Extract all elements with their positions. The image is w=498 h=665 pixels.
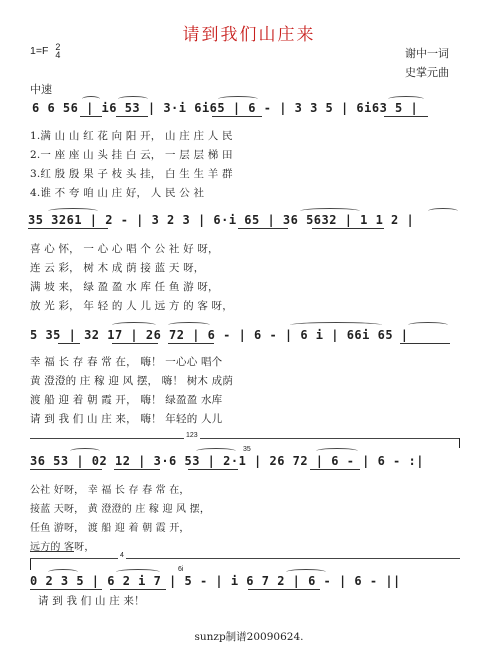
- slur: [218, 96, 258, 102]
- slur: [300, 208, 360, 214]
- slur: [82, 96, 100, 102]
- grace-notes: 35: [243, 446, 251, 453]
- lyric-line: 3.红 殷 殷 果 子 枝 头 挂， 白 生 生 羊 群: [30, 168, 233, 180]
- lyric-line: 喜 心 怀， 一 心 心 唱 个 公 社 好 呀，: [30, 243, 219, 255]
- beam-underline: [188, 469, 238, 470]
- beam-underline: [30, 469, 102, 470]
- volta-number: 123: [186, 432, 198, 439]
- volta-start: [30, 558, 31, 570]
- slur: [428, 208, 458, 214]
- volta-bracket: [30, 558, 460, 559]
- lyric-line: 2.一 座 座 山 头 挂 白 云， 一 层 层 梯 田: [30, 149, 233, 161]
- notation-line-4: 36 53 | 02 12 | 3·6 53 | 2·1 | 26 72 | 6 - | 6 - :|: [30, 454, 424, 468]
- slur: [112, 322, 156, 328]
- tempo-marking: 中速: [30, 83, 52, 96]
- beam-underline: [80, 116, 102, 117]
- composer-credit: 史掌元曲: [405, 66, 449, 79]
- slur: [48, 569, 78, 575]
- slur: [316, 448, 358, 454]
- lyric-line: 渡 船 迎 着 朝 霞 开， 嗨！ 绿盈盈 水库: [30, 394, 223, 406]
- lyric-line: 任鱼 游呀， 渡 船 迎 着 朝 霞 开，: [30, 523, 190, 534]
- lyric-line: 请 到 我 们 山 庄 来！: [38, 595, 145, 607]
- volta-bracket: [30, 438, 460, 439]
- beam-underline: [248, 589, 320, 590]
- beam-underline: [212, 116, 262, 117]
- beam-underline: [110, 589, 166, 590]
- notation-line-1: 6 6 56 | i6 53 | 3·i 6i65 | 6 - | 3 3 5 | 6i63 5 |: [32, 101, 419, 115]
- volta-end: [459, 438, 460, 448]
- slur: [290, 322, 382, 328]
- lyric-line: 满 坡 来， 绿 盈 盈 水 库 任 鱼 游 呀，: [30, 281, 219, 293]
- volta-number: 4: [120, 552, 124, 559]
- lyric-line: 接蓝 天呀， 黄 澄澄的 庄 稼 迎 风 摆，: [30, 504, 211, 515]
- lyric-line: 请 到 我 们 山 庄 来， 嗨！ 年轻的 人儿: [30, 413, 223, 425]
- beam-underline: [28, 228, 108, 229]
- lyric-line: 连 云 彩， 树 木 成 荫 接 蓝 天 呀，: [30, 262, 205, 274]
- beam-underline: [238, 228, 288, 229]
- slur: [118, 96, 148, 102]
- song-title: 请到我们山庄来: [182, 25, 316, 45]
- slur: [286, 569, 326, 575]
- beam-underline: [400, 343, 450, 344]
- slur: [408, 322, 448, 328]
- slur: [388, 96, 424, 102]
- notation-line-5: 0 2 3 5 | 6 2 i 7 | 5 - | i 6 7 2 | 6 - | 6 - ||: [30, 574, 401, 588]
- lyric-line: 4.谁 不 夸 咱 山 庄 好， 人 民 公 社: [30, 187, 205, 199]
- time-signature: [55, 43, 60, 59]
- beam-underline: [114, 469, 160, 470]
- lyric-line: 1.满 山 山 红 花 向 阳 开， 山 庄 庄 人 民: [30, 130, 233, 142]
- slur: [48, 208, 98, 214]
- footer-credit: sunzp制谱20090624.: [194, 631, 304, 643]
- beam-underline: [312, 228, 384, 229]
- lyric-line: 远方的 客呀，: [30, 542, 95, 553]
- lyricist-credit: 谢中一词: [405, 47, 449, 60]
- beam-underline: [30, 589, 102, 590]
- lyric-line: 公社 好呀， 幸 福 长 存 春 常 在，: [30, 485, 190, 496]
- beam-underline: [168, 343, 214, 344]
- slur: [70, 448, 100, 454]
- slur: [168, 322, 210, 328]
- slur: [116, 569, 160, 575]
- beam-underline: [30, 551, 74, 552]
- lyric-line: 幸 福 长 存 春 常 在， 嗨！ 一心心 唱个: [30, 356, 223, 368]
- time-denominator: 4: [55, 50, 61, 60]
- lyric-line: 黄 澄澄的 庄 稼 迎 风 摆， 嗨！ 树木 成荫: [30, 375, 234, 387]
- notation-line-2: 35 3261 | 2 - | 3 2 3 | 6·i 65 | 36 5632 | 1 1 2 |: [28, 213, 415, 227]
- key-signature: [30, 43, 60, 59]
- grace-notes: 6i: [178, 566, 184, 573]
- notation-line-3: 5 35 | 32 17 | 26 72 | 6 - | 6 - | 6 i | 66i 65 |: [30, 328, 409, 342]
- beam-underline: [116, 116, 148, 117]
- key-label: 1=F: [30, 44, 49, 57]
- beam-underline: [58, 343, 80, 344]
- beam-underline: [310, 469, 360, 470]
- lyric-line: 放 光 彩， 年 轻 的 人 儿 远 方 的 客 呀，: [30, 300, 233, 312]
- beam-underline: [112, 343, 158, 344]
- beam-underline: [384, 116, 428, 117]
- time-numerator: 2: [55, 42, 61, 52]
- slur: [196, 448, 236, 454]
